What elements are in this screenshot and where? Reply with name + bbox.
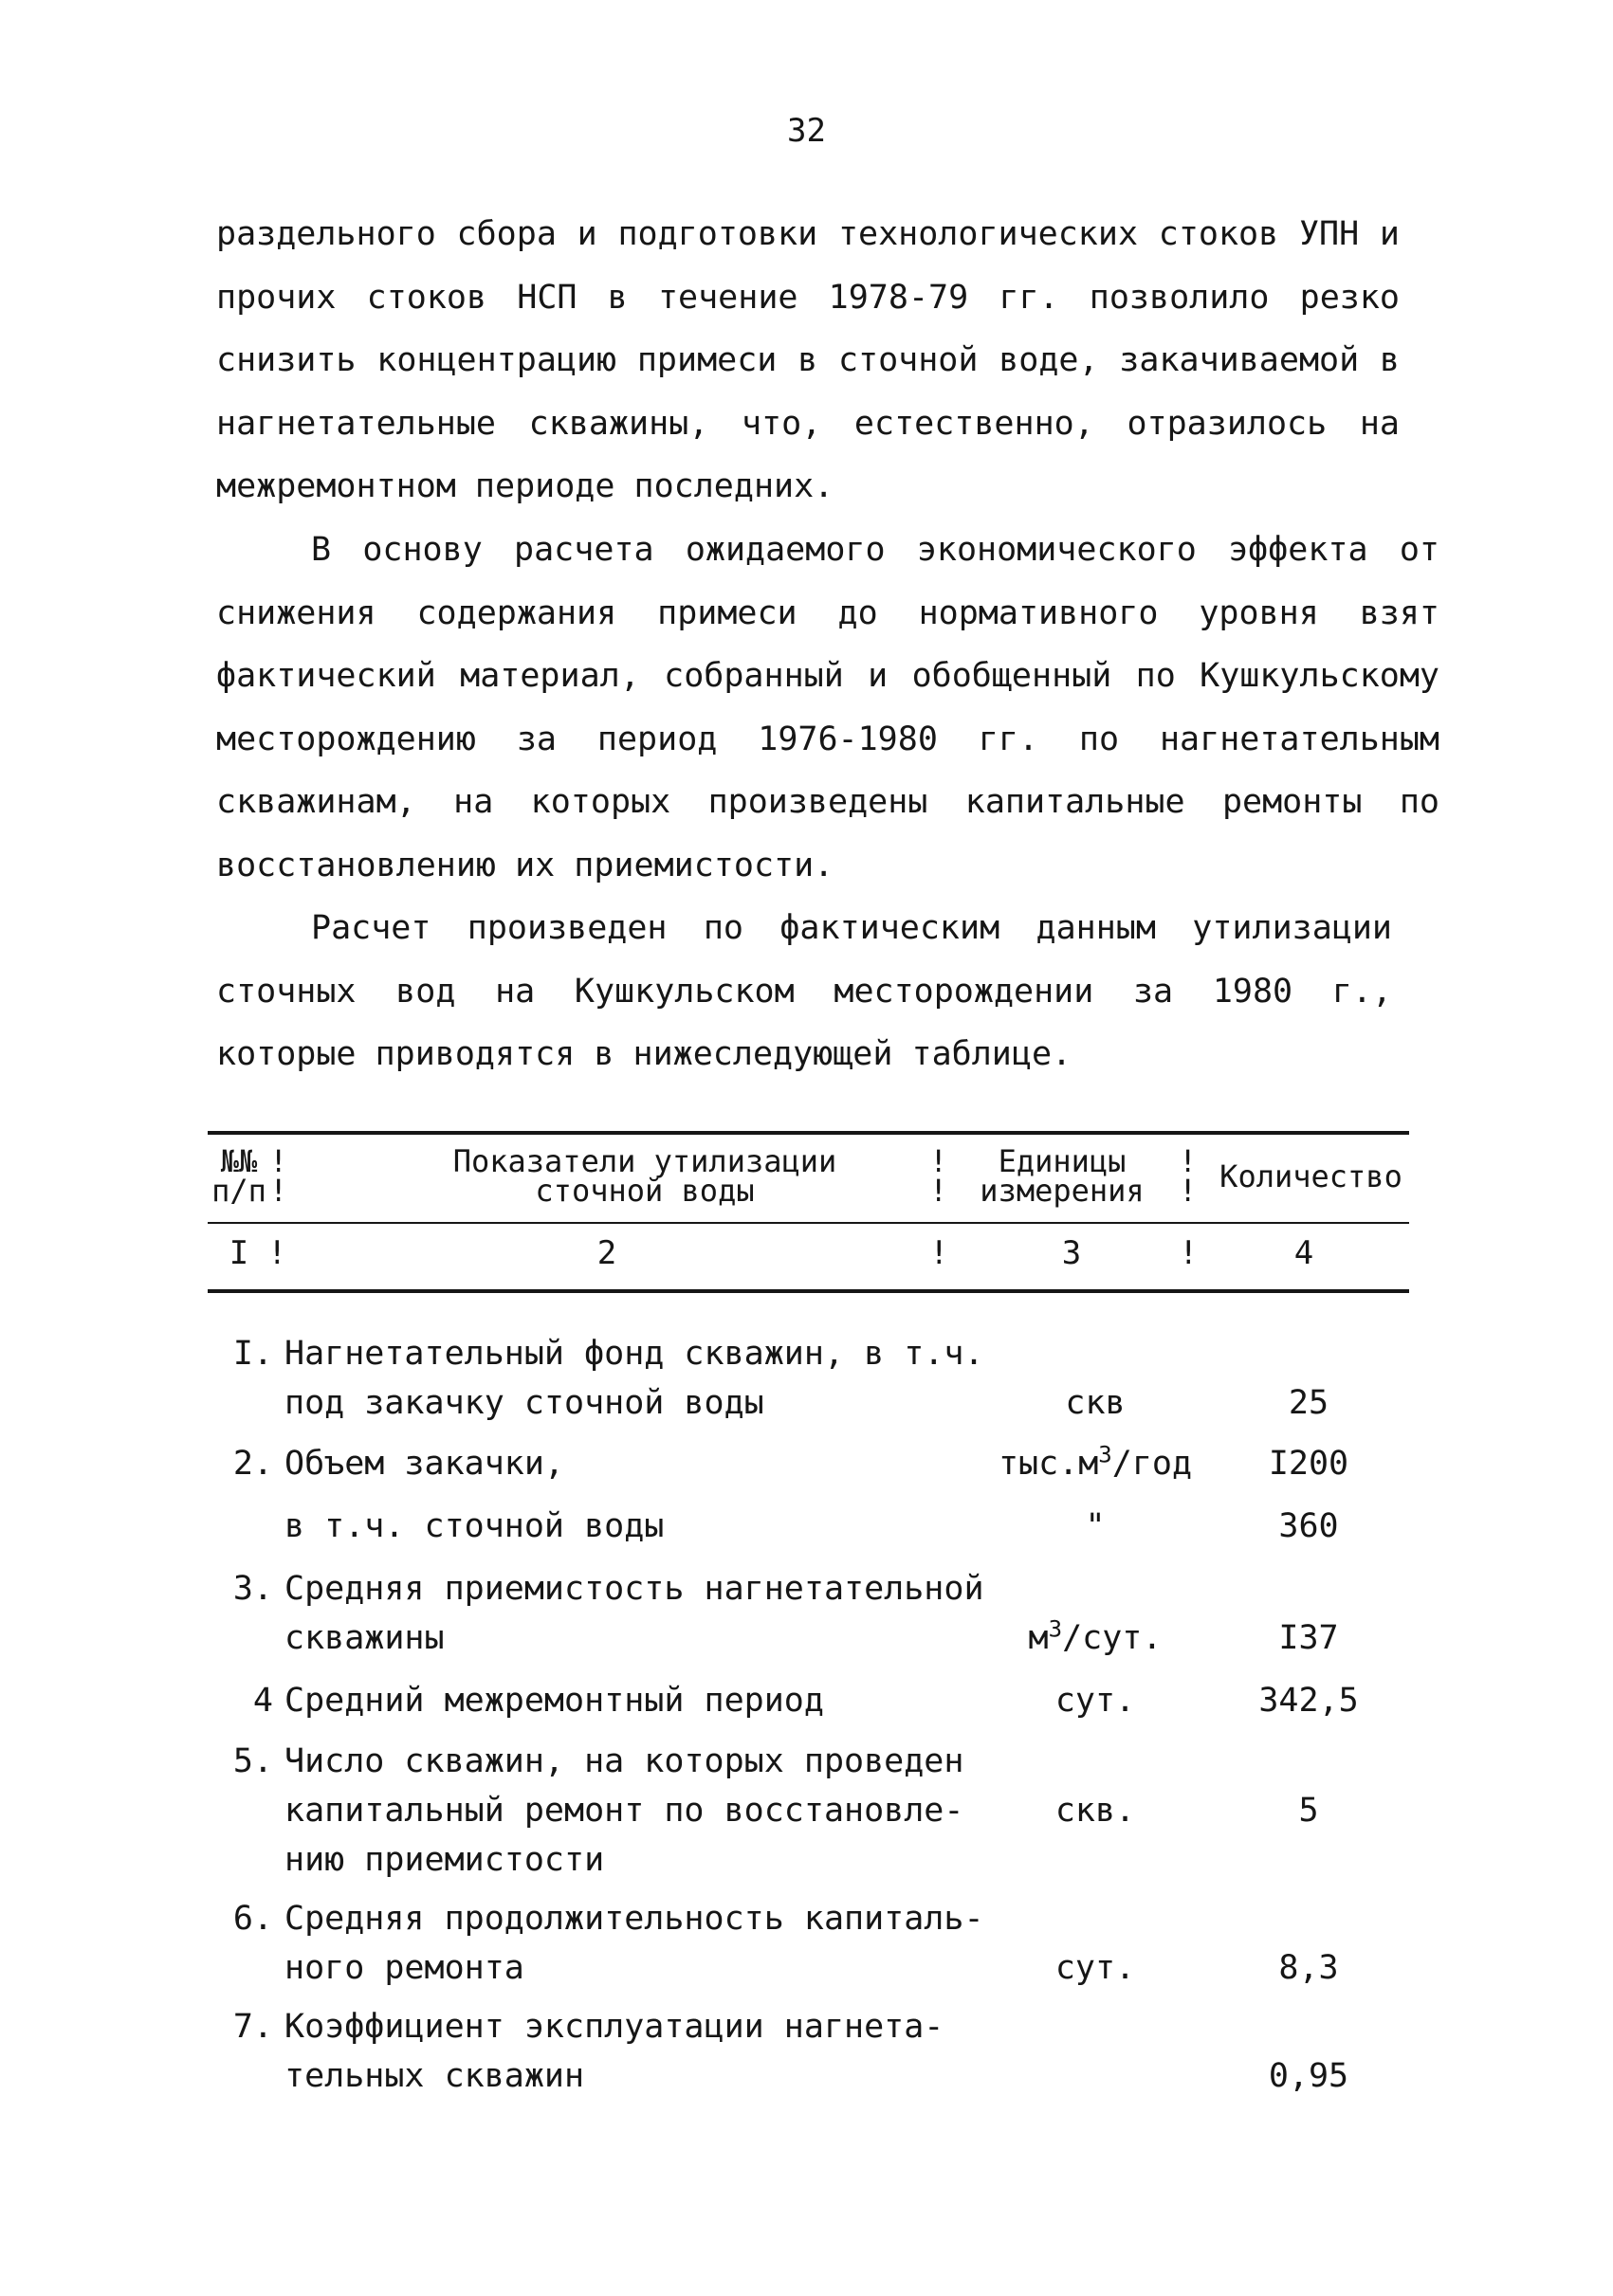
row-quantity: 360 [1278,1507,1339,1545]
row-unit: $тыс.м^3$/год [998,1441,1193,1483]
row-quantity: I200 [1268,1445,1349,1483]
row-unit: скв. [1054,1792,1136,1830]
row-number: I. [232,1335,273,1373]
row-quantity: I37 [1278,1619,1339,1657]
row-number: 6. [232,1900,273,1938]
row-quantity: 8,3 [1278,1949,1339,1987]
header-col1-line2: п/п [211,1173,266,1209]
header-col1 [211,1143,267,1209]
col-number-separator: ! [1179,1234,1199,1272]
header-col1-line1: №№ [220,1143,258,1179]
header-col2-line1: Показатели утилизации [452,1143,837,1179]
col-number-3: 3 [1061,1234,1082,1272]
row-quantity: 25 [1288,1384,1329,1422]
header-col4: Количество [1219,1158,1402,1194]
row-indicator: Средняя продолжительность капиталь- ного ремонта [284,1900,984,1987]
row-unit: $м^3$/сут. [1028,1615,1163,1657]
row-unit: сут. [1054,1682,1136,1720]
row-number: 2. [232,1445,273,1483]
row-number: 4 [252,1682,273,1720]
row-unit: " [1085,1507,1106,1545]
row-quantity: 5 [1298,1792,1319,1830]
table-header-rule [208,1222,1409,1224]
row-quantity: 0,95 [1268,2057,1349,2095]
paragraph-1: раздельного сбора и подготовки технологических стоков УПН и прочих стоков НСП в течение 1978-79 гг. позволило резко снизить концентрацию примеси в сточной воде, закачиваемой в нагнетательные скважины, что, естественно, отразилось на межремонтном периоде последних. [216,215,1400,505]
row-number: 7. [232,2008,273,2046]
header-separator: ! ! [269,1143,288,1209]
row-quantity: 342,5 [1258,1682,1359,1720]
header-col3-line2: измерения [980,1173,1145,1209]
header-col2-line2: сточной воды [535,1173,755,1209]
col-number-2: 2 [596,1234,617,1272]
col-number-1: I [229,1234,249,1272]
paragraph-3: Расчет произведен по фактическим данным утилизации сточных вод на Кушкульском месторождении за 1980 г., которые приводятся в нижеследующей таблице. [216,909,1392,1073]
col-number-separator: ! [929,1234,949,1272]
table-top-rule [208,1131,1409,1135]
row-indicator: в т.ч. сточной воды [284,1507,665,1545]
row-indicator: Объем закачки, [284,1445,565,1483]
header-col3-line1: Единицы [998,1143,1127,1179]
header-separator: ! ! [929,1143,948,1209]
header-col3 [953,1143,1171,1209]
row-indicator: Средняя приемистость нагнетательной скважины [284,1570,984,1657]
row-unit: сут. [1054,1949,1136,1987]
header-col2 [408,1143,882,1209]
col-number-separator: ! [267,1234,287,1272]
row-indicator: Коэффициент эксплуатации нагнета- тельных скважин [284,2008,944,2095]
row-number: 5. [232,1742,273,1780]
row-indicator: Нагнетательный фонд скважин, в т.ч. под закачку сточной воды [284,1335,984,1422]
header-separator: ! ! [1179,1143,1198,1209]
paragraph-2: В основу расчета ожидаемого экономического эффекта от снижения содержания примеси до нормативного уровня взят фактический материал, собранный и обобщенный по Кушкульскому месторождению за период 1976-1980 гг. по нагнетательным скважинам, на которых произведены капитальные ремонты по восстановлению их приемистости. [216,531,1439,884]
row-number: 3. [232,1570,273,1608]
row-indicator: Средний межремонтный период [284,1682,824,1720]
page-number: 32 [787,112,826,150]
col-number-4: 4 [1293,1234,1314,1272]
row-unit: скв [1065,1384,1126,1422]
row-indicator: Число скважин, на которых проведен капитальный ремонт по восстановле- нию приемистости [284,1742,964,1879]
table-body-rule [208,1289,1409,1293]
